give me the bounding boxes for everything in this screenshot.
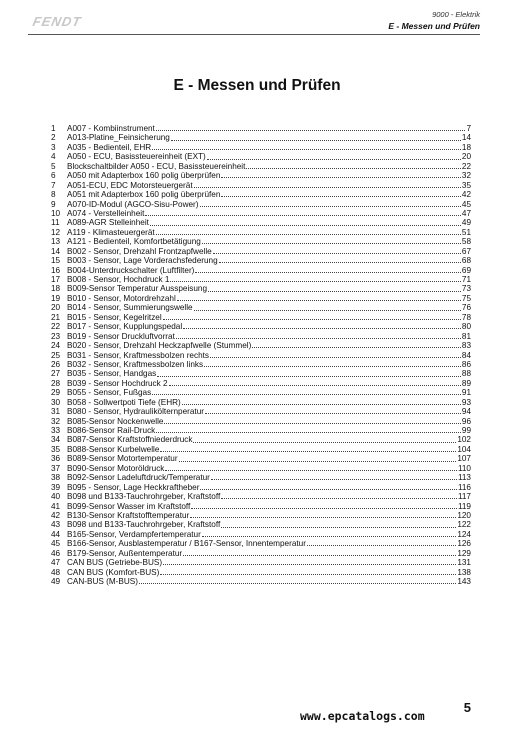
toc-leader-dots — [177, 300, 461, 301]
toc-entry[interactable] — [51, 483, 471, 492]
toc-entry[interactable] — [51, 398, 471, 407]
toc-entry-page: 99 — [461, 426, 471, 435]
toc-leader-dots — [194, 187, 461, 188]
toc-entry-page: 35 — [461, 180, 471, 190]
toc-entry-label: B010 - Sensor, Motordrehzahl — [67, 293, 176, 303]
toc-entry-label: B017 - Sensor, Kupplungspedal — [67, 322, 183, 332]
toc-leader-dots — [145, 215, 461, 216]
toc-entry-label: Blockschaltbilder A050 - ECU, Basissteuereinheit — [67, 161, 246, 171]
toc-entry-number: 27 — [51, 369, 61, 379]
toc-entry-label: B090-Sensor Motoröldruck — [67, 463, 165, 473]
toc-entry[interactable] — [51, 417, 471, 426]
toc-entry-page: 93 — [461, 397, 471, 407]
toc-entry-page: 116 — [457, 482, 471, 492]
toc-entry-number: 33 — [51, 426, 61, 435]
toc-leader-dots — [208, 291, 461, 292]
toc-entry-number: 41 — [51, 501, 61, 511]
header-series: 9000 - Elektrik — [432, 10, 480, 19]
toc-leader-dots — [213, 253, 461, 254]
header-rule — [28, 34, 480, 35]
toc-entry-label: A051-ECU, EDC Motorsteuergerät — [67, 180, 193, 190]
toc-entry[interactable] — [51, 407, 471, 416]
toc-entry-page: 84 — [461, 350, 471, 360]
toc-leader-dots — [190, 517, 456, 518]
toc-leader-dots — [179, 461, 457, 462]
toc-leader-dots — [164, 423, 460, 424]
toc-entry-page: 68 — [461, 256, 471, 266]
toc-leader-dots — [204, 366, 461, 367]
toc-entry-label: B031 - Sensor, Kraftmessbolzen rechts — [67, 350, 209, 360]
toc-entry-label: B179-Sensor, Außentemperatur — [67, 548, 183, 558]
toc-entry[interactable] — [51, 190, 471, 199]
toc-entry-page: 143 — [457, 577, 471, 586]
toc-entry[interactable] — [51, 454, 471, 463]
toc-leader-dots — [202, 243, 461, 244]
watermark-url: www.epcatalogs.com — [300, 709, 425, 723]
toc-entry[interactable] — [51, 218, 471, 227]
toc-entry-label: A089-AGR Stelleinheit — [67, 218, 149, 228]
toc-entry-number: 40 — [51, 492, 61, 502]
header-section: E - Messen und Prüfen — [388, 21, 480, 31]
toc-entry-page: 67 — [461, 246, 471, 256]
toc-leader-dots — [171, 140, 461, 141]
toc-leader-dots — [221, 177, 460, 178]
toc-entry-label: B166-Sensor, Ausblastemperatur / B167-Sensor, Innentemperatur — [67, 539, 306, 549]
toc-entry-page: 124 — [457, 529, 471, 539]
toc-leader-dots — [152, 149, 461, 150]
toc-leader-dots — [252, 347, 461, 348]
toc-entry-number: 36 — [51, 454, 61, 464]
toc-entry-label: B098 und B133-Tauchrohrgeber, Kraftstoff — [67, 492, 221, 502]
toc-entry-page: 20 — [461, 152, 471, 162]
toc-entry-label: A050 - ECU, Basissteuereinheit (EXT) — [67, 152, 206, 162]
toc-leader-dots — [182, 404, 461, 405]
toc-entry-number: 29 — [51, 388, 61, 398]
toc-entry-page: 18 — [461, 142, 471, 152]
toc-entry[interactable] — [51, 124, 471, 133]
toc-leader-dots — [139, 583, 456, 584]
toc-entry[interactable] — [51, 181, 471, 190]
toc-entry-number: 16 — [51, 265, 61, 275]
toc-leader-dots — [157, 376, 461, 377]
toc-entry-page: 76 — [461, 303, 471, 313]
toc-entry[interactable] — [51, 209, 471, 218]
toc-entry-label: B098 und B133-Tauchrohrgeber, Kraftstoff — [67, 520, 221, 530]
toc-entry-number: 38 — [51, 473, 61, 483]
toc-entry[interactable] — [51, 492, 471, 501]
toc-entry[interactable] — [51, 332, 471, 341]
toc-entry[interactable] — [51, 426, 471, 435]
toc-entry-page: 96 — [461, 416, 471, 426]
toc-entry[interactable] — [51, 228, 471, 237]
toc-entry-page: 129 — [457, 548, 471, 558]
toc-leader-dots — [183, 555, 456, 556]
toc-entry-page: 32 — [461, 171, 471, 181]
toc-entry[interactable] — [51, 284, 471, 293]
toc-entry-page: 45 — [461, 199, 471, 209]
toc-leader-dots — [200, 489, 456, 490]
toc-entry-page: 113 — [457, 473, 471, 483]
toc-entry-label: CAN-BUS (M-BUS) — [67, 577, 138, 586]
toc-entry-label: CAN BUS (Komfort-BUS) — [67, 567, 160, 577]
toc-entry-number: 31 — [51, 407, 61, 417]
toc-entry-label: B086-Sensor Rail-Druck — [67, 426, 156, 435]
toc-entry-label: B089-Sensor Motortemperatur — [67, 454, 178, 464]
toc-entry[interactable] — [51, 577, 471, 586]
toc-entry-page: 42 — [461, 190, 471, 200]
toc-entry[interactable] — [51, 369, 471, 378]
toc-entry-page: 102 — [457, 435, 471, 445]
toc-entry-number: 23 — [51, 331, 61, 341]
toc-entry-page: 81 — [461, 331, 471, 341]
toc-entry[interactable] — [51, 351, 471, 360]
toc-leader-dots — [156, 234, 461, 235]
toc-entry-number: 35 — [51, 444, 61, 454]
toc-entry-page: 138 — [457, 567, 471, 577]
toc-entry-page: 58 — [461, 237, 471, 247]
toc-entry-label: B002 - Sensor, Drehzahl Frontzapfwelle — [67, 246, 212, 256]
toc-entry-page: 22 — [461, 161, 471, 171]
toc-entry[interactable] — [51, 256, 471, 265]
toc-leader-dots — [183, 328, 461, 329]
toc-entry-number: 46 — [51, 548, 61, 558]
toc-entry-page: 86 — [461, 359, 471, 369]
toc-entry[interactable] — [51, 171, 471, 180]
toc-leader-dots — [193, 442, 456, 443]
toc-entry-number: 12 — [51, 227, 61, 237]
toc-leader-dots — [221, 527, 456, 528]
fendt-logo: FENDT — [31, 14, 83, 29]
toc-entry-number: 17 — [51, 275, 61, 284]
toc-entry-label: A121 - Bedienteil, Komfortbetätigung — [67, 237, 201, 247]
toc-entry[interactable] — [51, 152, 471, 161]
toc-entry-number: 39 — [51, 482, 61, 492]
toc-entry-number: 49 — [51, 577, 61, 586]
toc-entry-number: 30 — [51, 397, 61, 407]
toc-entry[interactable] — [51, 473, 471, 482]
toc-leader-dots — [160, 574, 456, 575]
toc-entry-label: CAN BUS (Getriebe-BUS) — [67, 558, 163, 568]
toc-leader-dots — [170, 281, 460, 282]
toc-entry-number: 26 — [51, 359, 61, 369]
toc-entry-number: 14 — [51, 246, 61, 256]
page-number: 5 — [463, 700, 471, 715]
toc-entry-number: 19 — [51, 293, 61, 303]
toc-entry-page: 126 — [457, 539, 471, 549]
toc-entry[interactable] — [51, 558, 471, 567]
toc-entry-page: 75 — [461, 293, 471, 303]
toc-entry-label: B014 - Sensor, Summierungswelle — [67, 303, 193, 313]
toc-entry-number: 37 — [51, 463, 61, 473]
toc-entry-label: B009-Sensor Temperatur Ausspeisung — [67, 284, 208, 294]
toc-entry-number: 11 — [51, 218, 60, 228]
toc-leader-dots — [191, 508, 457, 509]
toc-entry[interactable] — [51, 143, 471, 152]
toc-leader-dots — [165, 470, 457, 471]
toc-entry[interactable] — [51, 247, 471, 256]
toc-entry-label: B087-Sensor Kraftstoffniederdruck — [67, 435, 193, 445]
toc-leader-dots — [169, 385, 461, 386]
toc-entry-page: 104 — [457, 444, 471, 454]
toc-leader-dots — [221, 498, 457, 499]
toc-entry-number: 20 — [51, 303, 61, 313]
toc-entry-label: B039 - Sensor Hochdruck 2 — [67, 378, 168, 388]
toc-entry-number: 47 — [51, 558, 61, 568]
toc-entry-label: B165-Sensor, Verdampfertemperatur — [67, 529, 201, 539]
toc-leader-dots — [246, 168, 460, 169]
toc-leader-dots — [163, 319, 461, 320]
toc-entry-page: 14 — [461, 133, 471, 143]
toc-leader-dots — [176, 338, 461, 339]
toc-entry-page: 107 — [457, 454, 471, 464]
toc-entry-number: 5 — [51, 161, 56, 171]
toc-entry-label: A007 - Kombiinstrument — [67, 124, 155, 133]
toc-entry[interactable] — [51, 303, 471, 312]
toc-entry-number: 1 — [51, 124, 56, 133]
toc-entry[interactable] — [51, 502, 471, 511]
toc-entry-number: 13 — [51, 237, 61, 247]
toc-entry[interactable] — [51, 360, 471, 369]
toc-entry-page: 69 — [461, 265, 471, 275]
toc-entry-label: A119 - Klimasteuergerät — [67, 227, 155, 237]
toc-entry-page: 51 — [461, 227, 471, 237]
toc-entry-number: 21 — [51, 312, 61, 322]
toc-entry-label: A013-Platine_Feinsicherung — [67, 133, 170, 143]
toc-entry[interactable] — [51, 294, 471, 303]
toc-leader-dots — [150, 225, 461, 226]
toc-entry[interactable] — [51, 133, 471, 142]
toc-entry-number: 43 — [51, 520, 61, 530]
toc-entry-page: 88 — [461, 369, 471, 379]
toc-entry[interactable] — [51, 266, 471, 275]
toc-entry-label: B019 - Sensor Druckluftvorrat — [67, 331, 175, 341]
toc-entry-page: 47 — [461, 208, 471, 218]
toc-entry[interactable] — [51, 568, 471, 577]
toc-entry-number: 25 — [51, 350, 61, 360]
toc-entry-page: 131 — [457, 558, 471, 568]
toc-leader-dots — [210, 357, 461, 358]
toc-entry-number: 48 — [51, 567, 61, 577]
toc-entry-page: 73 — [461, 284, 471, 294]
toc-leader-dots — [194, 310, 461, 311]
toc-entry-label: A074 - Verstelleinheit — [67, 208, 145, 218]
toc-leader-dots — [207, 159, 461, 160]
toc-entry[interactable] — [51, 539, 471, 548]
toc-entry-label: B095 - Sensor, Lage Heckkraftheber — [67, 482, 200, 492]
toc-entry-label: B099-Sensor Wasser im Kraftstoff — [67, 501, 191, 511]
toc-leader-dots — [156, 130, 466, 131]
toc-entry[interactable] — [51, 388, 471, 397]
toc-entry-label: B085-Sensor Nockenwelle — [67, 416, 164, 426]
toc-leader-dots — [221, 196, 460, 197]
toc-entry-page: 80 — [461, 322, 471, 332]
toc-entry[interactable] — [51, 464, 471, 473]
toc-entry-page: 117 — [457, 492, 471, 502]
page-title: E - Messen und Prüfen — [173, 77, 341, 94]
toc-entry-number: 15 — [51, 256, 61, 266]
toc-entry-number: 22 — [51, 322, 61, 332]
toc-entry-number: 3 — [51, 142, 56, 152]
toc-entry-number: 18 — [51, 284, 61, 294]
toc-entry[interactable] — [51, 520, 471, 529]
toc-entry-number: 4 — [51, 152, 56, 162]
toc-entry-page: 110 — [457, 463, 471, 473]
toc-leader-dots — [211, 479, 457, 480]
toc-entry[interactable] — [51, 511, 471, 520]
toc-entry-label: A051 mit Adapterbox 160 polig überprüfen — [67, 190, 221, 200]
toc-entry-number: 32 — [51, 416, 61, 426]
toc-entry-page: 71 — [461, 275, 471, 284]
toc-entry-number: 7 — [51, 180, 56, 190]
toc-entry[interactable] — [51, 275, 471, 284]
toc-entry-page: 94 — [461, 407, 471, 417]
toc-leader-dots — [195, 272, 460, 273]
toc-entry-label: B055 - Sensor, Fußgas — [67, 388, 152, 398]
toc-entry-label: B058 - Sollwertpoti Tiefe (EHR) — [67, 397, 181, 407]
toc-entry-number: 2 — [51, 133, 56, 143]
toc-entry-number: 6 — [51, 171, 56, 181]
toc-entry[interactable] — [51, 549, 471, 558]
toc-entry[interactable] — [51, 200, 471, 209]
toc-entry-number: 45 — [51, 539, 61, 549]
toc-entry-number: 9 — [51, 199, 56, 209]
toc-entry-page: 89 — [461, 378, 471, 388]
toc-leader-dots — [163, 564, 456, 565]
toc-entry-label: B092-Sensor Ladeluftdruck/Temperatur — [67, 473, 210, 483]
toc-entry-label: B020 - Sensor, Drehzahl Heckzapfwelle (Stummel) — [67, 341, 252, 351]
toc-entry-label: B032 - Sensor, Kraftmessbolzen links — [67, 359, 204, 369]
toc-entry-label: A070-ID-Modul (AGCO-Sisu-Power) — [67, 199, 199, 209]
toc-entry-number: 10 — [51, 208, 61, 218]
toc-entry[interactable] — [51, 162, 471, 171]
toc-leader-dots — [202, 536, 457, 537]
toc-entry-page: 7 — [466, 124, 471, 133]
toc-entry-label: B003 - Sensor, Lage Vorderachsfederung — [67, 256, 218, 266]
toc-entry-page: 122 — [457, 520, 471, 530]
toc-leader-dots — [307, 545, 456, 546]
toc-entry-label: A050 mit Adapterbox 160 polig überprüfen — [67, 171, 221, 181]
toc-entry-number: 34 — [51, 435, 61, 445]
toc-entry-page: 120 — [457, 510, 471, 520]
toc-leader-dots — [205, 413, 461, 414]
toc-entry-page: 83 — [461, 341, 471, 351]
toc-entry-label: A035 - Bedienteil, EHR — [67, 142, 152, 152]
toc-entry-label: B004-Unterdruckschalter (Luftfilter) — [67, 265, 195, 275]
toc-entry-label: B035 - Sensor, Handgas — [67, 369, 157, 379]
toc-entry[interactable] — [51, 313, 471, 322]
toc-entry-number: 24 — [51, 341, 61, 351]
toc-entry-page: 119 — [457, 501, 471, 511]
toc-entry-label: B008 - Sensor, Hochdruck 1 — [67, 275, 170, 284]
toc-entry[interactable] — [51, 530, 471, 539]
toc-entry[interactable] — [51, 435, 471, 444]
table-of-contents — [51, 124, 471, 586]
toc-leader-dots — [200, 206, 461, 207]
toc-entry-page: 49 — [461, 218, 471, 228]
toc-entry-label: B088-Sensor Kurbelwelle — [67, 444, 160, 454]
toc-entry[interactable] — [51, 379, 471, 388]
toc-leader-dots — [219, 262, 461, 263]
toc-leader-dots — [160, 451, 456, 452]
toc-entry[interactable] — [51, 322, 471, 331]
toc-leader-dots — [152, 394, 461, 395]
toc-entry-number: 42 — [51, 510, 61, 520]
toc-entry-label: B015 - Sensor, Kegelritzel — [67, 312, 162, 322]
toc-entry-page: 91 — [461, 388, 471, 398]
toc-entry-label: B080 - Sensor, Hydraulikölternperatur — [67, 407, 204, 417]
toc-entry[interactable] — [51, 445, 471, 454]
toc-leader-dots — [156, 432, 461, 433]
toc-entry-page: 78 — [461, 312, 471, 322]
toc-entry-number: 28 — [51, 378, 61, 388]
toc-entry-label: B130-Sensor Kraftstofftemperatur — [67, 510, 190, 520]
toc-entry[interactable] — [51, 341, 471, 350]
toc-entry[interactable] — [51, 237, 471, 246]
toc-entry-number: 44 — [51, 529, 61, 539]
toc-entry-number: 8 — [51, 190, 56, 200]
